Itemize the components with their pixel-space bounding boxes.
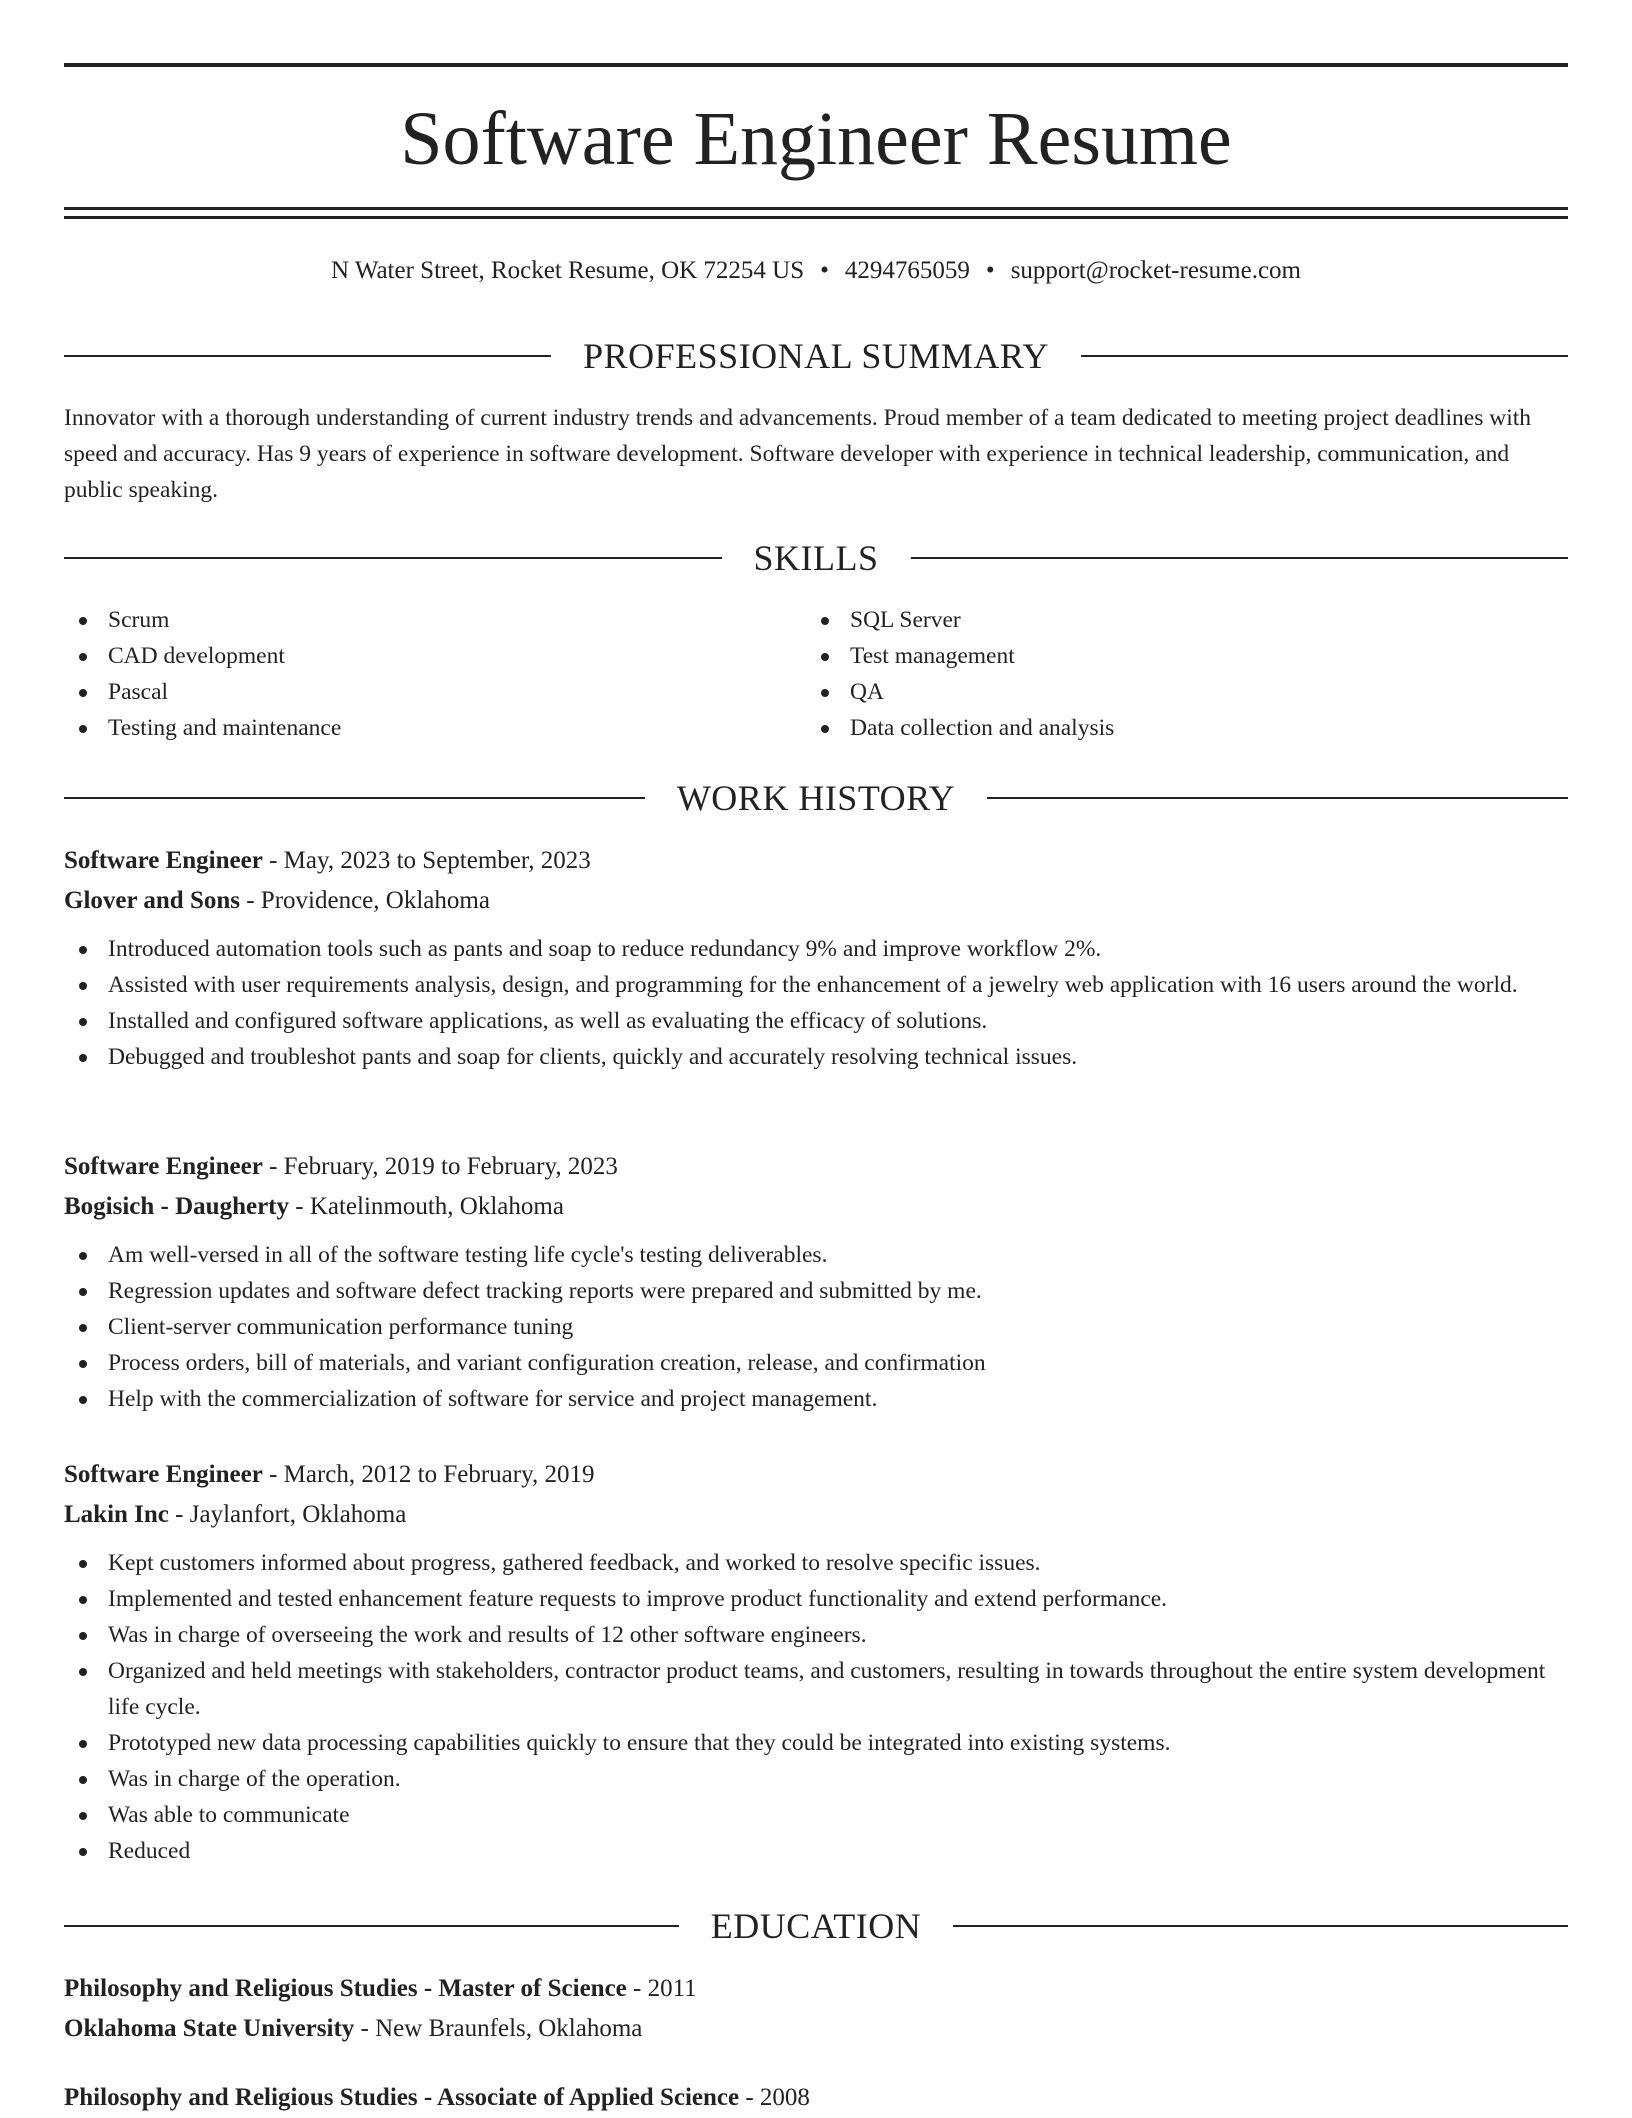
phone: 4294765059 [844, 257, 970, 284]
company-line [64, 1187, 1568, 1227]
job-title: Software Engineer [64, 1153, 263, 1180]
title-rule-lower [64, 216, 1568, 219]
heading-rule [64, 355, 551, 357]
degree-name: Philosophy and Religious Studies - Associate of Applied Science [64, 2084, 740, 2111]
list-item: Am well-versed in all of the software testing life cycle's testing deliverables. [64, 1237, 1568, 1273]
list-item: Assisted with user requirements analysis, design, and programming for the enhancement of a jewelry web application with 16 users around the world. [64, 967, 1568, 1003]
company-line [64, 881, 1568, 921]
job-bullets [64, 1545, 1568, 1869]
degree-line [64, 1969, 1568, 2009]
title-rule-upper [64, 207, 1568, 210]
education-heading [64, 1902, 1568, 1950]
skill-item: Pascal [64, 674, 764, 710]
skill-item: SQL Server [806, 602, 1506, 638]
job-entry [64, 841, 1568, 1075]
list-item: Process orders, bill of materials, and variant configuration creation, release, and confirmation [64, 1345, 1568, 1381]
contact-separator: • [985, 257, 995, 284]
company-location: - Providence, Oklahoma [239, 887, 490, 914]
degree-line [64, 2078, 1568, 2118]
list-item: Was able to communicate [64, 1797, 1568, 1833]
contact-separator: • [820, 257, 829, 284]
list-item: Help with the commercialization of software for service and project management. [64, 1381, 1568, 1417]
company-name: Glover and Sons [64, 887, 240, 914]
job-dates: - March, 2012 to February, 2019 [262, 1461, 595, 1488]
top-rule [64, 63, 1568, 67]
degree-year: - 2011 [626, 1975, 697, 2002]
company-location: - Jaylanfort, Oklahoma [168, 1501, 407, 1528]
job-title: Software Engineer [64, 847, 263, 874]
address: N Water Street, Rocket Resume, OK 72254 US [331, 257, 805, 284]
list-item: Regression updates and software defect tracking reports were prepared and submitted by me. [64, 1273, 1568, 1309]
section-title: EDUCATION [710, 1906, 922, 1946]
job-title-line [64, 1147, 1568, 1187]
section-title: SKILLS [753, 538, 879, 578]
company-line [64, 1495, 1568, 1535]
job-entry [64, 1147, 1568, 1417]
job-bullets [64, 931, 1568, 1075]
job-bullets [64, 1237, 1568, 1417]
section-title: PROFESSIONAL SUMMARY [583, 336, 1049, 376]
skills-heading [64, 534, 1568, 582]
heading-rule [64, 557, 722, 559]
list-item: Was in charge of overseeing the work and results of 12 other software engineers. [64, 1617, 1568, 1653]
skill-item: Data collection and analysis [806, 710, 1506, 746]
heading-rule [64, 1925, 679, 1927]
heading-rule [987, 797, 1568, 799]
degree-name: Philosophy and Religious Studies - Master of Science [64, 1975, 627, 2002]
job-entry [64, 1455, 1568, 1869]
list-item: Prototyped new data processing capabilities quickly to ensure that they could be integrated into existing systems. [64, 1725, 1568, 1761]
company-name: Bogisich - Daugherty [64, 1193, 289, 1220]
contact-line [0, 254, 1632, 288]
job-title-line [64, 1455, 1568, 1495]
list-item: Introduced automation tools such as pants and soap to reduce redundancy 9% and improve workflow 2%. [64, 931, 1568, 967]
company-location: - Katelinmouth, Oklahoma [289, 1193, 564, 1220]
job-title: Software Engineer [64, 1461, 263, 1488]
school-line [64, 2009, 1568, 2049]
job-dates: - May, 2023 to September, 2023 [262, 847, 591, 874]
skills-list-right [806, 602, 1506, 746]
education-entry [64, 2078, 1568, 2118]
heading-rule [64, 797, 645, 799]
list-item: Implemented and tested enhancement feature requests to improve product functionality and extend performance. [64, 1581, 1568, 1617]
list-item: Was in charge of the operation. [64, 1761, 1568, 1797]
list-item: Reduced [64, 1833, 1568, 1869]
page-title: Software Engineer Resume [400, 97, 1232, 181]
summary-heading [64, 332, 1568, 380]
heading-rule [911, 557, 1569, 559]
summary-text: Innovator with a thorough understanding of current industry trends and advancements. Proud member of a team dedicated to meeting project deadlines with speed and accuracy. Has 9 years of experience in software development. Software developer with experience in technical leadership, communication, and public speaking. [64, 405, 1532, 503]
skill-item: Scrum [64, 602, 764, 638]
heading-rule [953, 1925, 1568, 1927]
skills-list-left [64, 602, 764, 746]
skill-item: CAD development [64, 638, 764, 674]
list-item: Installed and configured software applications, as well as evaluating the efficacy of solutions. [64, 1003, 1568, 1039]
school-name: Oklahoma State University [64, 2015, 355, 2042]
list-item: Kept customers informed about progress, gathered feedback, and worked to resolve specific issues. [64, 1545, 1568, 1581]
email: support@rocket-resume.com [1010, 257, 1301, 284]
heading-rule [1081, 355, 1568, 357]
job-title-line [64, 841, 1568, 881]
skill-item: QA [806, 674, 1506, 710]
list-item: Organized and held meetings with stakeholders, contractor product teams, and customers, resulting in towards throughout the entire system development life cycle. [64, 1653, 1568, 1725]
list-item: Client-server communication performance tuning [64, 1309, 1568, 1345]
school-location: - New Braunfels, Oklahoma [354, 2015, 643, 2042]
company-name: Lakin Inc [64, 1501, 169, 1528]
work-heading [64, 774, 1568, 822]
degree-year: - 2008 [739, 2084, 810, 2111]
skill-item: Test management [806, 638, 1506, 674]
list-item: Debugged and troubleshot pants and soap for clients, quickly and accurately resolving technical issues. [64, 1039, 1568, 1075]
education-entry [64, 1969, 1568, 2049]
section-title: WORK HISTORY [676, 778, 956, 818]
job-dates: - February, 2019 to February, 2023 [262, 1153, 618, 1180]
skill-item: Testing and maintenance [64, 710, 764, 746]
